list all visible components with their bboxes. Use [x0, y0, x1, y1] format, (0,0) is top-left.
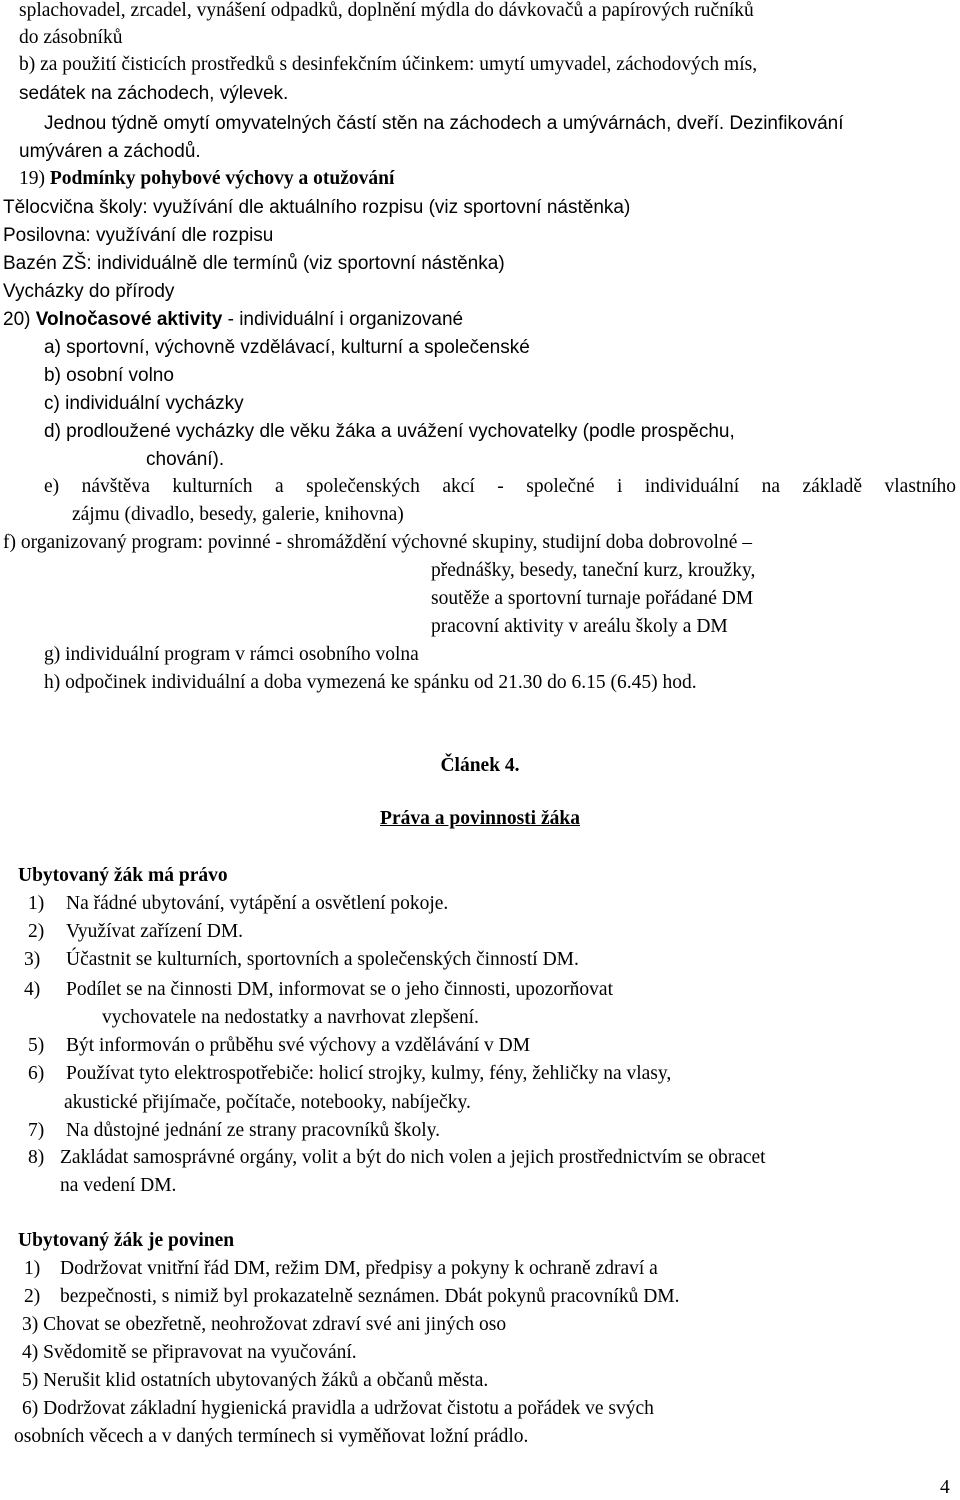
rights-item: [28, 1146, 766, 1170]
item-number: 1): [24, 1258, 41, 1279]
duties-item: [22, 1313, 506, 1337]
rights-item: [28, 1062, 672, 1086]
duties-item: [22, 1397, 654, 1421]
duties-item: [24, 1257, 658, 1281]
section-title: Volnočasové aktivity: [35, 309, 223, 330]
item-text: Používat tyto elektrospotřebiče: holicí strojky, kulmy, fény, žehličky na vlasy,: [66, 1063, 672, 1084]
list-item: a) sportovní, výchovně vzdělávací, kulturní a společenské: [44, 337, 530, 358]
duties-item: [22, 1369, 488, 1393]
list-item-continuation: přednášky, besedy, taneční kurz, kroužky,: [431, 560, 756, 581]
duties-item: [22, 1341, 357, 1365]
item-number: 3): [24, 949, 41, 970]
text-line: Bazén ZŠ: individuálně dle termínů (viz sportovní nástěnka): [3, 253, 505, 274]
duties-item-continuation: osobních věcech a v daných termínech si vyměňovat ložní prádlo.: [14, 1426, 529, 1447]
item-text: Na důstojné jednání ze strany pracovníků školy.: [66, 1120, 441, 1141]
list-item: f) organizovaný program: povinné - shromáždění výchovné skupiny, studijní doba dobrovolné –: [3, 532, 752, 553]
item-text: Dodržovat základní hygienická pravidla a udržovat čistotu a pořádek ve svých: [43, 1398, 654, 1419]
list-item: g) individuální program v rámci osobního volna: [44, 644, 419, 665]
article-subheading: [0, 807, 960, 831]
section-number: 19): [19, 168, 45, 189]
duties-title: Ubytovaný žák je povinen: [18, 1230, 235, 1251]
section-number: 20): [3, 309, 31, 330]
list-item: b) osobní volno: [44, 365, 174, 386]
text-line: splachovadel, zrcadel, vynášení odpadků, doplnění mýdla do dávkovačů a papírových ručníků: [19, 0, 754, 21]
rights-item: [28, 892, 449, 916]
text-line: Jednou týdně omytí omyvatelných částí stěn na záchodech a umývárnách, dveří. Dezinfikování: [44, 113, 844, 134]
item-number: 3): [22, 1314, 39, 1335]
item-number: 8): [28, 1147, 45, 1168]
list-item-continuation: zájmu (divadlo, besedy, galerie, knihovna): [72, 504, 404, 525]
rights-item: [28, 1034, 531, 1058]
list-item: e) návštěva kulturních a společenských akcí - společné i individuální na základě vlastního: [44, 476, 956, 497]
rights-item: [24, 948, 579, 972]
item-number: 6): [28, 1063, 45, 1084]
text-line: Posilovna: využívání dle rozpisu: [3, 225, 274, 246]
item-number: 4): [22, 1342, 39, 1363]
item-text: Být informován o průběhu své výchovy a vzdělávání v DM: [66, 1035, 531, 1056]
article-subheading-text: Práva a povinnosti žáka: [380, 808, 580, 829]
rights-item: [28, 920, 244, 944]
section-title: Podmínky pohybové výchovy a otužování: [49, 168, 395, 189]
item-number: 6): [22, 1398, 39, 1419]
item-text: Na řádné ubytování, vytápění a osvětlení pokoje.: [66, 893, 449, 914]
text-line: Vycházky do přírody: [3, 281, 175, 302]
item-text: Dodržovat vnitřní řád DM, režim DM, předpisy a pokyny k ochraně zdraví a: [60, 1258, 658, 1279]
item-text: Nerušit klid ostatních ubytovaných žáků a občanů města.: [43, 1370, 489, 1391]
page-number: 4: [940, 1477, 950, 1498]
item-text: Chovat se obezřetně, neohrožovat zdraví své ani jiných oso: [43, 1314, 507, 1335]
item-number: 2): [28, 921, 45, 942]
text-line: sedátek na záchodech, výlevek.: [19, 83, 289, 104]
text-line: do zásobníků: [19, 27, 123, 48]
item-text: Využívat zařízení DM.: [66, 921, 244, 942]
item-text: bezpečnosti, s nimiž byl prokazatelně seznámen. Dbát pokynů pracovníků DM.: [60, 1286, 680, 1307]
item-number: 4): [24, 979, 41, 1000]
text-line: Tělocvična školy: využívání dle aktuálního rozpisu (viz sportovní nástěnka): [3, 197, 631, 218]
item-number: 5): [22, 1370, 39, 1391]
duties-item: [24, 1285, 680, 1309]
rights-item-continuation: vychovatele na nedostatky a navrhovat zlepšení.: [102, 1007, 479, 1028]
list-item: d) prodloužené vycházky dle věku žáka a uvážení vychovatelky (podle prospěchu,: [44, 421, 735, 442]
item-number: 7): [28, 1120, 45, 1141]
list-item-continuation: soutěže a sportovní turnaje pořádané DM: [431, 588, 754, 609]
item-text: Zakládat samosprávné orgány, volit a být do nich volen a jejich prostřednictvím se obracet: [60, 1147, 766, 1168]
rights-title: Ubytovaný žák má právo: [18, 865, 228, 886]
list-item-continuation: chování).: [146, 449, 225, 470]
item-text: Svědomitě se připravovat na vyučování.: [43, 1342, 357, 1363]
rights-item: [24, 978, 613, 1002]
rights-item-continuation: na vedení DM.: [60, 1175, 177, 1196]
item-text: Účastnit se kulturních, sportovních a společenských činností DM.: [66, 949, 579, 970]
article-heading: Článek 4.: [440, 755, 520, 776]
item-number: 1): [28, 893, 45, 914]
list-item: h) odpočinek individuální a doba vymezená ke spánku od 21.30 do 6.15 (6.45) hod.: [44, 672, 697, 693]
section-19-heading: [19, 167, 394, 191]
text-line: umýváren a záchodů.: [19, 141, 201, 162]
item-number: 5): [28, 1035, 45, 1056]
section-title-rest: - individuální i organizované: [227, 309, 464, 330]
list-item-continuation: pracovní aktivity v areálu školy a DM: [431, 616, 728, 637]
rights-item-continuation: akustické přijímače, počítače, notebooky, nabíječky.: [64, 1092, 471, 1113]
text-line: b) za použití čisticích prostředků s desinfekčním účinkem: umytí umyvadel, záchodových mís,: [19, 54, 758, 75]
list-item: c) individuální vycházky: [44, 393, 244, 414]
item-number: 2): [24, 1286, 41, 1307]
rights-item: [28, 1119, 441, 1143]
item-text: Podílet se na činnosti DM, informovat se o jeho činnosti, upozorňovat: [66, 979, 613, 1000]
section-20-heading: [3, 308, 463, 332]
